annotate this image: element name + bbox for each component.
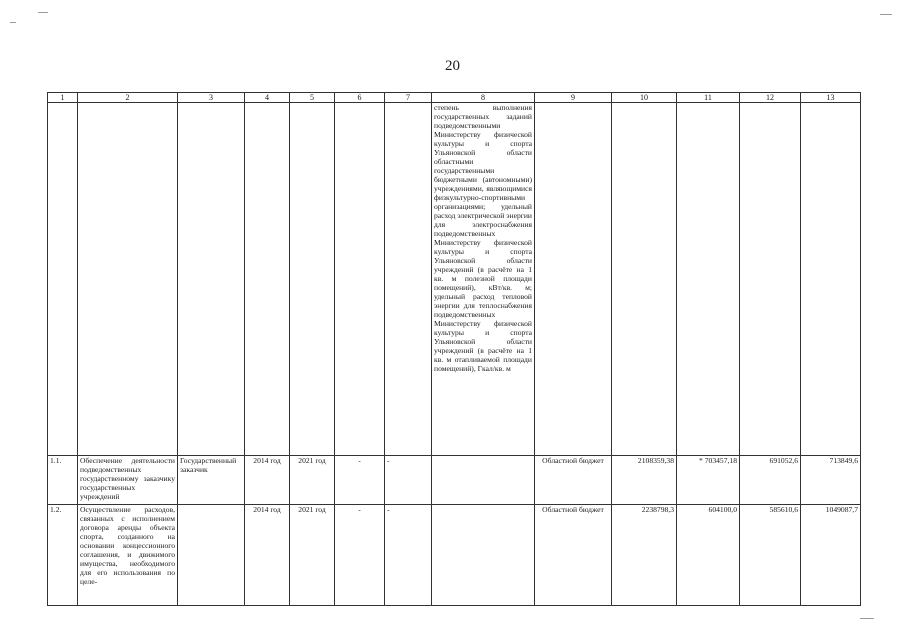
amount-col11: * 703457,18 <box>677 456 740 505</box>
activity-name: Обеспечение деятельности подведомственных государственному заказчику государственных учреждений <box>78 456 178 505</box>
cell-empty <box>178 103 245 456</box>
cell-empty <box>612 103 677 456</box>
executor <box>178 505 245 606</box>
end-year: 2021 год <box>290 456 335 505</box>
cell-empty <box>740 103 801 456</box>
header-cell-13: 13 <box>801 93 861 103</box>
funding-source: Областной бюджет <box>535 505 612 606</box>
col7-value: - <box>385 505 432 606</box>
header-row <box>48 93 861 103</box>
cell-empty <box>801 103 861 456</box>
cell-empty <box>290 103 335 456</box>
funding-source: Областной бюджет <box>535 456 612 505</box>
scan-artifact <box>38 12 48 13</box>
start-year: 2014 год <box>245 505 290 606</box>
amount-col12: 691052,6 <box>740 456 801 505</box>
amount-col13: 1049087,7 <box>801 505 861 606</box>
page-number: 20 <box>445 58 460 74</box>
cell-empty <box>48 103 78 456</box>
amount-total: 2238798,3 <box>612 505 677 606</box>
row-number: 1.1. <box>48 456 78 505</box>
cell-empty <box>535 103 612 456</box>
table-row-continuation <box>48 103 861 456</box>
header-cell-3: 3 <box>178 93 245 103</box>
header-cell-9: 9 <box>535 93 612 103</box>
col8-value <box>432 456 535 505</box>
amount-col11: 604100,0 <box>677 505 740 606</box>
row-number: 1.2. <box>48 505 78 606</box>
amount-col13: 713849,6 <box>801 456 861 505</box>
end-year: 2021 год <box>290 505 335 606</box>
col7-value: - <box>385 456 432 505</box>
table-row <box>48 456 861 505</box>
header-cell-6: 6 <box>335 93 385 103</box>
col6-value: - <box>335 505 385 606</box>
cell-empty <box>677 103 740 456</box>
scan-artifact <box>10 22 16 23</box>
header-cell-4: 4 <box>245 93 290 103</box>
col8-value <box>432 505 535 606</box>
header-cell-5: 5 <box>290 93 335 103</box>
budget-table <box>47 92 861 606</box>
header-cell-7: 7 <box>385 93 432 103</box>
cell-empty <box>385 103 432 456</box>
cell-empty <box>78 103 178 456</box>
executor: Государственный заказчик <box>178 456 245 505</box>
header-cell-11: 11 <box>677 93 740 103</box>
header-cell-1: 1 <box>48 93 78 103</box>
scan-artifact <box>860 618 874 619</box>
start-year: 2014 год <box>245 456 290 505</box>
cell-empty <box>335 103 385 456</box>
header-cell-12: 12 <box>740 93 801 103</box>
amount-total: 2108359,38 <box>612 456 677 505</box>
activity-name: Осуществление расходов, связанных с исполнением договора аренды объекта спорта, созданного на основании концессионного соглашения, и движимого имущества, необходимого для его использования по целе- <box>78 505 178 606</box>
cell-empty <box>245 103 290 456</box>
scan-artifact <box>880 14 892 15</box>
header-cell-10: 10 <box>612 93 677 103</box>
indicators-text: степень выполнения государственных заданий подведомственными Министерству физической культуры и спорта Ульяновской области областными государственными бюджетными (автономными) учреждениями, являющимися физкультурно-спортивными организациями; удельный расход электрической энергии для электроснабжения подведомственных Министерству физической культуры и спорта Ульяновской области учреждений (в расчёте на 1 кв. м полезной площади помещений), кВт/кв. м; удельный расход тепловой энергии для теплоснабжения подведомственных Министерству физической культуры и спорта Ульяновской области учреждений (в расчёте на 1 кв. м отапливаемой площади помещений), Гкал/кв. м <box>432 103 535 456</box>
col6-value: - <box>335 456 385 505</box>
amount-col12: 585610,6 <box>740 505 801 606</box>
header-cell-2: 2 <box>78 93 178 103</box>
table-row <box>48 505 861 606</box>
header-cell-8: 8 <box>432 93 535 103</box>
